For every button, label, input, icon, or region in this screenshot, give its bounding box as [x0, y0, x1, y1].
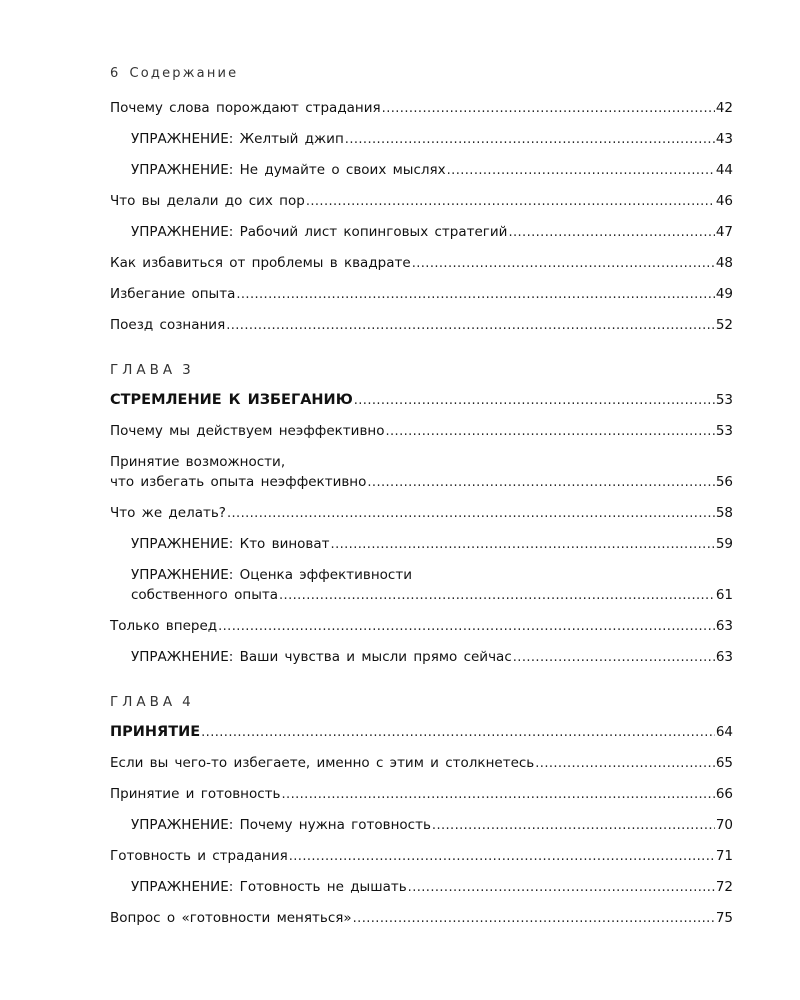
- chapter-word: ГЛАВА: [110, 694, 177, 710]
- toc-page-number: 52: [715, 317, 733, 333]
- chapter-title-entry[interactable]: [110, 722, 733, 743]
- toc-exercise-entry[interactable]: [131, 129, 733, 150]
- toc-entry-title: Что вы делали до сих пор: [110, 193, 305, 209]
- leader-dots: [201, 723, 715, 743]
- toc-page-number: 63: [715, 649, 733, 665]
- toc-page-number: 64: [715, 724, 733, 740]
- toc-entry[interactable]: [110, 421, 733, 442]
- leader-dots: [353, 909, 715, 929]
- toc-entry-title-line1: Принятие возможности,: [110, 454, 286, 470]
- toc-entry-title: Почему слова порождают страдания: [110, 100, 381, 116]
- toc-entry-title: Вопрос о «готовности меняться»: [110, 910, 352, 926]
- toc-page-number: 72: [715, 879, 733, 895]
- leader-dots: [513, 648, 715, 668]
- leader-dots: [382, 99, 715, 119]
- toc-page-number: 42: [715, 100, 733, 116]
- table-of-contents: [110, 98, 733, 929]
- toc-entry[interactable]: [110, 784, 733, 805]
- leader-dots: [508, 223, 714, 243]
- toc-entry-title: Желтый джип: [239, 131, 344, 147]
- chapter-title: СТРЕМЛЕНИЕ К ИЗБЕГАНИЮ: [110, 392, 353, 408]
- leader-dots: [385, 422, 714, 442]
- exercise-prefix: УПРАЖНЕНИЕ:: [131, 879, 234, 895]
- toc-entry[interactable]: [110, 616, 733, 637]
- page-number: 6: [110, 66, 121, 81]
- toc-page-number: 63: [715, 618, 733, 634]
- exercise-prefix: УПРАЖНЕНИЕ:: [131, 817, 234, 833]
- toc-page-number: 56: [715, 474, 733, 490]
- leader-dots: [345, 130, 715, 150]
- toc-exercise-entry[interactable]: [131, 565, 733, 606]
- toc-entry-title: Избегание опыта: [110, 286, 236, 302]
- toc-page-number: 65: [715, 755, 733, 771]
- chapter-number: 3: [182, 362, 195, 378]
- toc-entry-title: собственного опыта: [131, 587, 278, 603]
- chapter-title: ПРИНЯТИЕ: [110, 724, 201, 740]
- exercise-prefix: УПРАЖНЕНИЕ:: [131, 649, 234, 665]
- toc-page-number: 59: [715, 536, 733, 552]
- toc-entry-title: Только вперед: [110, 618, 218, 634]
- toc-entry[interactable]: [110, 315, 733, 336]
- leader-dots: [289, 847, 715, 867]
- leader-dots: [331, 535, 715, 555]
- toc-page-number: 53: [715, 423, 733, 439]
- toc-exercise-entry[interactable]: [131, 647, 733, 668]
- toc-page-number: 44: [715, 162, 733, 178]
- toc-entry-title: Почему мы действуем неэффективно: [110, 423, 385, 439]
- toc-entry-title: Почему нужна готовность: [239, 817, 431, 833]
- exercise-prefix: УПРАЖНЕНИЕ:: [131, 162, 234, 178]
- toc-entry[interactable]: [110, 191, 733, 212]
- exercise-prefix: УПРАЖНЕНИЕ:: [131, 224, 234, 240]
- leader-dots: [218, 617, 715, 637]
- chapter-word: ГЛАВА: [110, 362, 177, 378]
- leader-dots: [226, 316, 715, 336]
- toc-exercise-entry[interactable]: [131, 815, 733, 836]
- toc-entry-title: Готовность не дышать: [239, 879, 407, 895]
- leader-dots: [279, 586, 715, 606]
- toc-entry[interactable]: [110, 253, 733, 274]
- toc-exercise-entry[interactable]: [131, 160, 733, 181]
- chapter-label: [110, 360, 733, 380]
- toc-entry-title: Поезд сознания: [110, 317, 226, 333]
- toc-page-number: 48: [715, 255, 733, 271]
- toc-entry-title: Как избавиться от проблемы в квадрате: [110, 255, 411, 271]
- toc-exercise-entry[interactable]: [131, 222, 733, 243]
- toc-exercise-entry[interactable]: [131, 534, 733, 555]
- toc-entry[interactable]: [110, 98, 733, 119]
- toc-entry-title-line1: Оценка эффективности: [239, 567, 412, 583]
- toc-page-number: 49: [715, 286, 733, 302]
- toc-entry[interactable]: [110, 284, 733, 305]
- toc-entry[interactable]: [110, 452, 733, 493]
- chapter-number: 4: [182, 694, 195, 710]
- toc-exercise-entry[interactable]: [131, 877, 733, 898]
- toc-entry-title: что избегать опыта неэффективно: [110, 474, 367, 490]
- toc-entry[interactable]: [110, 846, 733, 867]
- toc-page-number: 53: [715, 392, 733, 408]
- toc-entry-title: Принятие и готовность: [110, 786, 281, 802]
- leader-dots: [535, 754, 715, 774]
- toc-page-number: 46: [715, 193, 733, 209]
- toc-page-number: 61: [715, 587, 733, 603]
- leader-dots: [236, 285, 714, 305]
- leader-dots: [306, 192, 715, 212]
- toc-page-number: 66: [715, 786, 733, 802]
- leader-dots: [354, 391, 715, 411]
- chapter-label: [110, 692, 733, 712]
- toc-page-number: 71: [715, 848, 733, 864]
- exercise-prefix: УПРАЖНЕНИЕ:: [131, 131, 234, 147]
- toc-entry[interactable]: [110, 908, 733, 929]
- toc-page-number: 75: [715, 910, 733, 926]
- toc-entry-title: Кто виноват: [239, 536, 330, 552]
- toc-entry-title: Не думайте о своих мыслях: [239, 162, 446, 178]
- leader-dots: [227, 504, 715, 524]
- leader-dots: [367, 473, 714, 493]
- toc-page-number: 58: [715, 505, 733, 521]
- toc-entry-title: Если вы чего-то избегаете, именно с этим и столкнетесь: [110, 755, 535, 771]
- toc-entry-title: Рабочий лист копинговых стратегий: [239, 224, 508, 240]
- running-title: Содержание: [129, 66, 239, 81]
- leader-dots: [447, 161, 715, 181]
- toc-entry[interactable]: [110, 503, 733, 524]
- toc-page-number: 43: [715, 131, 733, 147]
- chapter-title-entry[interactable]: [110, 390, 733, 411]
- leader-dots: [412, 254, 715, 274]
- leader-dots: [408, 878, 715, 898]
- toc-entry[interactable]: [110, 753, 733, 774]
- toc-entry-title: Ваши чувства и мысли прямо сейчас: [239, 649, 512, 665]
- page-header: [110, 66, 238, 81]
- exercise-prefix: УПРАЖНЕНИЕ:: [131, 536, 234, 552]
- toc-entry-title: Что же делать?: [110, 505, 226, 521]
- leader-dots: [432, 816, 715, 836]
- exercise-prefix: УПРАЖНЕНИЕ:: [131, 567, 234, 583]
- toc-page-number: 47: [715, 224, 733, 240]
- toc-page-number: 70: [715, 817, 733, 833]
- toc-entry-title: Готовность и страдания: [110, 848, 288, 864]
- leader-dots: [282, 785, 715, 805]
